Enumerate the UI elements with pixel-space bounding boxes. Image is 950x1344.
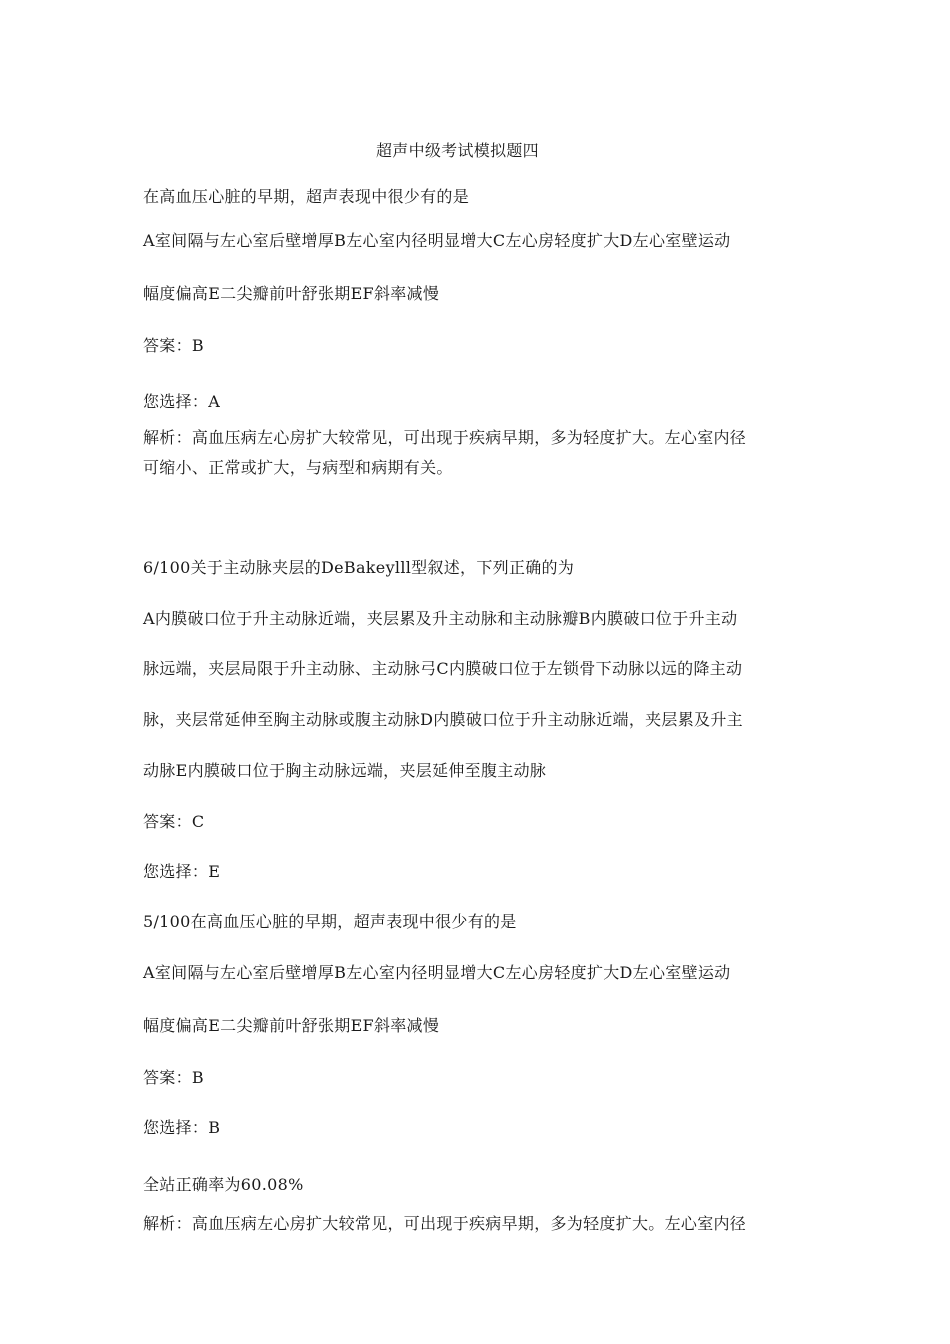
question-1-analysis-line-2: 可缩小、正常或扩大，与病型和病期有关。 <box>143 458 453 477</box>
question-3-options-line-1: A室间隔与左心室后壁增厚B左心室内径明显增大C左心房轻度扩大D左心室壁运动 <box>143 963 731 982</box>
document-title: 超声中级考试模拟题四 <box>375 141 539 160</box>
question-1-options-line-2: 幅度偏高E二尖瓣前叶舒张期EF斜率减慢 <box>143 284 440 303</box>
question-2-options-line-1: A内膜破口位于升主动脉近端，夹层累及升主动脉和主动脉瓣B内膜破口位于升主动 <box>143 609 738 628</box>
question-1-options-line-1: A室间隔与左心室后壁增厚B左心室内径明显增大C左心房轻度扩大D左心室壁运动 <box>143 231 731 250</box>
question-1-answer: 答案：B <box>143 336 204 355</box>
question-3-selected: 您选择：B <box>143 1118 221 1137</box>
question-2-options-line-3: 脉，夹层常延伸至胸主动脉或腹主动脉D内膜破口位于升主动脉近端，夹层累及升主 <box>143 710 743 729</box>
question-2: 6/100关于主动脉夹层的DeBakeylll型叙述，下列正确的为 <box>143 558 575 577</box>
question-1-analysis-line-1: 解析：高血压病左心房扩大较常见，可出现于疾病早期，多为轻度扩大。左心室内径 <box>143 428 747 447</box>
question-3-options-line-2: 幅度偏高E二尖瓣前叶舒张期EF斜率减慢 <box>143 1016 440 1035</box>
question-2-selected: 您选择：E <box>143 862 221 881</box>
question-3-answer: 答案：B <box>143 1068 204 1087</box>
question-2-options-line-4: 动脉E内膜破口位于胸主动脉远端，夹层延伸至腹主动脉 <box>143 761 547 780</box>
question-2-options-line-2: 脉远端，夹层局限于升主动脉、主动脉弓C内膜破口位于左锁骨下动脉以远的降主动 <box>143 659 743 678</box>
question-2-answer: 答案：C <box>143 812 205 831</box>
question-3-accuracy: 全站正确率为60.08% <box>143 1175 304 1194</box>
question-3-analysis-line-1: 解析：高血压病左心房扩大较常见，可出现于疾病早期，多为轻度扩大。左心室内径 <box>143 1214 747 1233</box>
question-1: 在高血压心脏的早期，超声表现中很少有的是 <box>143 187 470 206</box>
question-1-selected: 您选择：A <box>143 392 221 411</box>
question-3: 5/100在高血压心脏的早期，超声表现中很少有的是 <box>143 912 517 931</box>
